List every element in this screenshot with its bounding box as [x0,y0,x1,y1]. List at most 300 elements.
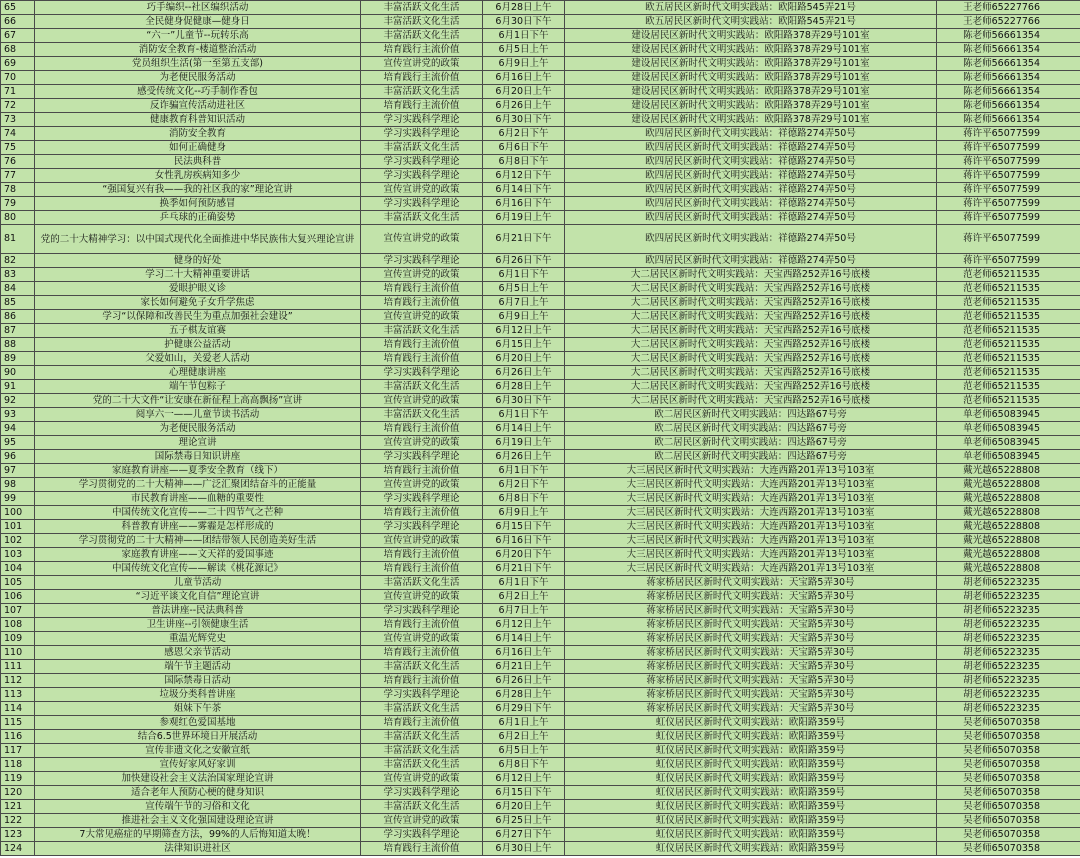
activity-name: “强国复兴有我——我的社区我的家”理论宣讲 [35,183,361,197]
activity-category: 丰富活跃文化生活 [361,576,483,590]
activity-name: 党员组织生活(第一至第五支部) [35,57,361,71]
table-row [1,548,1080,562]
activity-time: 6月20日上午 [483,800,565,814]
contact-person: 范老师65211535 [937,324,1080,338]
contact-person: 单老师65083945 [937,422,1080,436]
activity-name: 党的二十大文件“让安康在新征程上高高飘扬”宣讲 [35,394,361,408]
activity-category: 培育践行主流价值 [361,464,483,478]
row-number: 114 [1,702,35,716]
contact-person: 蒋许平65077599 [937,183,1080,197]
activity-time: 6月26日上午 [483,99,565,113]
activity-time: 6月25日上午 [483,814,565,828]
activity-name: 感恩父亲节活动 [35,646,361,660]
table-row [1,618,1080,632]
activity-time: 6月1日下午 [483,576,565,590]
contact-person: 蒋许平65077599 [937,254,1080,268]
row-number: 115 [1,716,35,730]
contact-person: 吴老师65070358 [937,758,1080,772]
activity-name: 父爱如山，关爱老人活动 [35,352,361,366]
row-number: 66 [1,15,35,29]
activity-category: 学习实践科学理论 [361,366,483,380]
contact-person: 蒋许平65077599 [937,155,1080,169]
activity-time: 6月26日上午 [483,674,565,688]
row-number: 96 [1,450,35,464]
activity-location: 欧四居民区新时代文明实践站：祥德路274弄50号 [565,183,937,197]
activity-time: 6月14日下午 [483,183,565,197]
activity-category: 宣传宣讲党的政策 [361,394,483,408]
activity-time: 6月8日下午 [483,492,565,506]
table-row [1,254,1080,268]
activity-time: 6月1日下午 [483,268,565,282]
contact-person: 胡老师65223235 [937,646,1080,660]
activity-location: 大三居民区新时代文明实践站：大连西路201弄13号103室 [565,478,937,492]
contact-person: 范老师65211535 [937,338,1080,352]
table-row [1,646,1080,660]
row-number: 77 [1,169,35,183]
activity-location: 建设居民区新时代文明实践站：欧阳路378弄29号101室 [565,99,937,113]
activity-name: 健康教育科普知识活动 [35,113,361,127]
table-row [1,169,1080,183]
activity-category: 宣传宣讲党的政策 [361,814,483,828]
activity-name: 消防安全教育 [35,127,361,141]
row-number: 97 [1,464,35,478]
activity-time: 6月15日上午 [483,338,565,352]
activity-name: 结合6.5世界环境日开展活动 [35,730,361,744]
activity-location: 建设居民区新时代文明实践站：欧阳路378弄29号101室 [565,57,937,71]
activity-time: 6月12日上午 [483,772,565,786]
activity-time: 6月28日上午 [483,688,565,702]
contact-person: 范老师65211535 [937,310,1080,324]
activity-category: 丰富活跃文化生活 [361,29,483,43]
activity-category: 宣传宣讲党的政策 [361,436,483,450]
activity-name: 五子棋友谊赛 [35,324,361,338]
activity-category: 宣传宣讲党的政策 [361,268,483,282]
table-row [1,716,1080,730]
activity-location: 大二居民区新时代文明实践站：天宝西路252弄16号底楼 [565,324,937,338]
activity-time: 6月14日上午 [483,422,565,436]
activity-category: 丰富活跃文化生活 [361,324,483,338]
contact-person: 戴光越65228808 [937,506,1080,520]
contact-person: 戴光越65228808 [937,520,1080,534]
row-number: 95 [1,436,35,450]
table-row [1,422,1080,436]
activity-time: 6月5日上午 [483,43,565,57]
activity-name: 反诈骗宣传活动进社区 [35,99,361,113]
activity-time: 6月6日下午 [483,141,565,155]
activity-category: 宣传宣讲党的政策 [361,310,483,324]
contact-person: 胡老师65223235 [937,660,1080,674]
activity-name: 国际禁毒日知识讲座 [35,450,361,464]
activity-time: 6月21日下午 [483,225,565,254]
activity-name: 乒乓球的正确姿势 [35,211,361,225]
activity-time: 6月19日上午 [483,211,565,225]
contact-person: 戴光越65228808 [937,548,1080,562]
activity-category: 学习实践科学理论 [361,786,483,800]
row-number: 109 [1,632,35,646]
activity-time: 6月16日下午 [483,534,565,548]
activity-category: 培育践行主流价值 [361,716,483,730]
activity-location: 虹仪居民区新时代文明实践站：欧阳路359号 [565,730,937,744]
activity-category: 培育践行主流价值 [361,282,483,296]
table-row [1,492,1080,506]
activity-category: 宣传宣讲党的政策 [361,57,483,71]
row-number: 87 [1,324,35,338]
activity-location: 大二居民区新时代文明实践站：天宝西路252弄16号底楼 [565,352,937,366]
row-number: 107 [1,604,35,618]
activity-time: 6月30日下午 [483,394,565,408]
activity-category: 丰富活跃文化生活 [361,744,483,758]
activity-time: 6月9日上午 [483,310,565,324]
activity-category: 学习实践科学理论 [361,113,483,127]
activity-time: 6月26日上午 [483,450,565,464]
activity-time: 6月12日上午 [483,618,565,632]
contact-person: 胡老师65223235 [937,590,1080,604]
row-number: 117 [1,744,35,758]
table-row [1,113,1080,127]
activity-location: 大二居民区新时代文明实践站：天宝西路252弄16号底楼 [565,282,937,296]
table-row [1,99,1080,113]
row-number: 110 [1,646,35,660]
table-row [1,632,1080,646]
activity-name: 儿童节活动 [35,576,361,590]
activity-name: 重温光辉党史 [35,632,361,646]
row-number: 122 [1,814,35,828]
activity-location: 虹仪居民区新时代文明实践站：欧阳路359号 [565,842,937,856]
contact-person: 陈老师56661354 [937,57,1080,71]
activity-category: 培育践行主流价值 [361,43,483,57]
activity-location: 虹仪居民区新时代文明实践站：欧阳路359号 [565,716,937,730]
activity-location: 大二居民区新时代文明实践站：天宝西路252弄16号底楼 [565,296,937,310]
row-number: 105 [1,576,35,590]
activity-name: 科普教育讲座——雾霾是怎样形成的 [35,520,361,534]
contact-person: 戴光越65228808 [937,534,1080,548]
contact-person: 吴老师65070358 [937,730,1080,744]
activity-name: 消防安全教育-楼道整治活动 [35,43,361,57]
activity-location: 蒋家桥居民区新时代文明实践站：天宝路5弄30号 [565,688,937,702]
activity-location: 大三居民区新时代文明实践站：大连西路201弄13号103室 [565,562,937,576]
activity-category: 培育践行主流价值 [361,338,483,352]
contact-person: 胡老师65223235 [937,674,1080,688]
activity-name: 法律知识进社区 [35,842,361,856]
row-number: 86 [1,310,35,324]
table-row [1,674,1080,688]
activity-location: 欧二居民区新时代文明实践站：四达路67号旁 [565,450,937,464]
activity-location: 欧二居民区新时代文明实践站：四达路67号旁 [565,436,937,450]
activity-time: 6月16日上午 [483,646,565,660]
table-row [1,842,1080,856]
activity-time: 6月1日上午 [483,716,565,730]
activity-location: 虹仪居民区新时代文明实践站：欧阳路359号 [565,814,937,828]
activity-location: 大三居民区新时代文明实践站：大连西路201弄13号103室 [565,520,937,534]
activity-location: 虹仪居民区新时代文明实践站：欧阳路359号 [565,800,937,814]
table-row [1,43,1080,57]
activity-name: 党的二十大精神学习：以中国式现代化全面推进中华民族伟大复兴理论宣讲 [35,225,361,254]
activity-time: 6月9日上午 [483,57,565,71]
activity-location: 大三居民区新时代文明实践站：大连西路201弄13号103室 [565,506,937,520]
contact-person: 范老师65211535 [937,366,1080,380]
table-row [1,155,1080,169]
activity-location: 欧五居民区新时代文明实践站：欧阳路545弄21号 [565,15,937,29]
contact-person: 王老师65227766 [937,1,1080,15]
activity-location: 蒋家桥居民区新时代文明实践站：天宝路5弄30号 [565,618,937,632]
activity-category: 培育践行主流价值 [361,618,483,632]
activity-name: 参观红色爱国基地 [35,716,361,730]
row-number: 70 [1,71,35,85]
table-body [1,1,1080,856]
activity-location: 建设居民区新时代文明实践站：欧阳路378弄29号101室 [565,29,937,43]
activity-location: 蒋家桥居民区新时代文明实践站：天宝路5弄30号 [565,604,937,618]
activity-name: 阅享六一——儿童节读书活动 [35,408,361,422]
table-row [1,197,1080,211]
activity-name: “六一”儿童节--玩转乐高 [35,29,361,43]
activity-name: 护健康公益活动 [35,338,361,352]
row-number: 73 [1,113,35,127]
activity-location: 大三居民区新时代文明实践站：大连西路201弄13号103室 [565,534,937,548]
activity-location: 大二居民区新时代文明实践站：天宝西路252弄16号底楼 [565,394,937,408]
activity-time: 6月12日上午 [483,324,565,338]
activity-location: 蒋家桥居民区新时代文明实践站：天宝路5弄30号 [565,590,937,604]
activity-time: 6月2日下午 [483,127,565,141]
activity-location: 蒋家桥居民区新时代文明实践站：天宝路5弄30号 [565,660,937,674]
contact-person: 吴老师65070358 [937,814,1080,828]
activity-location: 欧四居民区新时代文明实践站：祥德路274弄50号 [565,155,937,169]
activity-location: 欧四居民区新时代文明实践站：祥德路274弄50号 [565,211,937,225]
activity-time: 6月20日上午 [483,352,565,366]
table-row [1,660,1080,674]
activity-time: 6月21日下午 [483,562,565,576]
activity-category: 丰富活跃文化生活 [361,141,483,155]
activity-time: 6月15日下午 [483,520,565,534]
activity-time: 6月7日上午 [483,604,565,618]
contact-person: 单老师65083945 [937,450,1080,464]
activity-category: 培育践行主流价值 [361,422,483,436]
table-row [1,127,1080,141]
table-row [1,211,1080,225]
activity-time: 6月27日下午 [483,828,565,842]
row-number: 68 [1,43,35,57]
activity-category: 学习实践科学理论 [361,169,483,183]
contact-person: 胡老师65223235 [937,604,1080,618]
activity-time: 6月2日上午 [483,730,565,744]
activity-name: 宣传端午节的习俗和文化 [35,800,361,814]
activity-category: 宣传宣讲党的政策 [361,534,483,548]
contact-person: 范老师65211535 [937,352,1080,366]
contact-person: 戴光越65228808 [937,492,1080,506]
activity-name: 家庭教育讲座——文天祥的爱国事迹 [35,548,361,562]
table-row [1,366,1080,380]
row-number: 82 [1,254,35,268]
activity-time: 6月26日上午 [483,366,565,380]
activity-name: 如何正确健身 [35,141,361,155]
contact-person: 陈老师56661354 [937,99,1080,113]
table-row [1,296,1080,310]
activity-location: 建设居民区新时代文明实践站：欧阳路378弄29号101室 [565,43,937,57]
activity-time: 6月2日上午 [483,590,565,604]
activity-category: 学习实践科学理论 [361,254,483,268]
row-number: 118 [1,758,35,772]
table-row [1,436,1080,450]
contact-person: 戴光越65228808 [937,464,1080,478]
table-row [1,1,1080,15]
activity-name: 心理健康讲座 [35,366,361,380]
table-row [1,828,1080,842]
activity-name: 端午节包粽子 [35,380,361,394]
row-number: 91 [1,380,35,394]
contact-person: 吴老师65070358 [937,786,1080,800]
row-number: 76 [1,155,35,169]
activity-category: 培育践行主流价值 [361,548,483,562]
row-number: 123 [1,828,35,842]
activity-time: 6月30日下午 [483,113,565,127]
table-row [1,506,1080,520]
table-row [1,464,1080,478]
activity-location: 建设居民区新时代文明实践站：欧阳路378弄29号101室 [565,113,937,127]
table-row [1,394,1080,408]
activity-name: 健身的好处 [35,254,361,268]
table-row [1,800,1080,814]
activity-time: 6月1日下午 [483,408,565,422]
activity-category: 丰富活跃文化生活 [361,211,483,225]
contact-person: 陈老师56661354 [937,85,1080,99]
activity-location: 欧四居民区新时代文明实践站：祥德路274弄50号 [565,225,937,254]
table-row [1,352,1080,366]
row-number: 113 [1,688,35,702]
activity-time: 6月15日下午 [483,786,565,800]
activity-time: 6月5日上午 [483,282,565,296]
activity-name: 中国传统文化宣传——二十四节气之芒种 [35,506,361,520]
activity-time: 6月14日上午 [483,632,565,646]
row-number: 100 [1,506,35,520]
activity-location: 大二居民区新时代文明实践站：天宝西路252弄16号底楼 [565,310,937,324]
contact-person: 吴老师65070358 [937,842,1080,856]
table-row [1,338,1080,352]
contact-person: 蒋许平65077599 [937,141,1080,155]
table-row [1,520,1080,534]
activity-category: 学习实践科学理论 [361,127,483,141]
table-row [1,758,1080,772]
row-number: 92 [1,394,35,408]
row-number: 84 [1,282,35,296]
activity-time: 6月16日下午 [483,197,565,211]
row-number: 79 [1,197,35,211]
activity-category: 宣传宣讲党的政策 [361,590,483,604]
activity-category: 丰富活跃文化生活 [361,660,483,674]
row-number: 101 [1,520,35,534]
activity-category: 培育践行主流价值 [361,352,483,366]
activity-location: 蒋家桥居民区新时代文明实践站：天宝路5弄30号 [565,646,937,660]
table-row [1,282,1080,296]
activity-time: 6月7日上午 [483,296,565,310]
activity-location: 大二居民区新时代文明实践站：天宝西路252弄16号底楼 [565,268,937,282]
activity-name: 理论宣讲 [35,436,361,450]
activity-name: 女性乳房疾病知多少 [35,169,361,183]
activity-time: 6月5日上午 [483,744,565,758]
activity-location: 虹仪居民区新时代文明实践站：欧阳路359号 [565,828,937,842]
activity-category: 丰富活跃文化生活 [361,408,483,422]
activity-category: 宣传宣讲党的政策 [361,772,483,786]
row-number: 98 [1,478,35,492]
contact-person: 范老师65211535 [937,394,1080,408]
contact-person: 胡老师65223235 [937,618,1080,632]
activity-location: 虹仪居民区新时代文明实践站：欧阳路359号 [565,786,937,800]
table-row [1,772,1080,786]
activity-location: 欧二居民区新时代文明实践站：四达路67号旁 [565,422,937,436]
table-row [1,478,1080,492]
contact-person: 吴老师65070358 [937,744,1080,758]
activity-category: 学习实践科学理论 [361,688,483,702]
activity-name: 学习“以保障和改善民生为重点加强社会建设” [35,310,361,324]
table-row [1,450,1080,464]
row-number: 89 [1,352,35,366]
activity-category: 培育践行主流价值 [361,842,483,856]
table-row [1,141,1080,155]
row-number: 74 [1,127,35,141]
activity-time: 6月12日下午 [483,169,565,183]
contact-person: 胡老师65223235 [937,702,1080,716]
activity-time: 6月8日下午 [483,758,565,772]
activity-time: 6月8日下午 [483,155,565,169]
table-row [1,814,1080,828]
activity-name: 中国传统文化宣传——解读《桃花源记》 [35,562,361,576]
activity-name: 家长如何避免子女升学焦虑 [35,296,361,310]
row-number: 78 [1,183,35,197]
activity-location: 大二居民区新时代文明实践站：天宝西路252弄16号底楼 [565,380,937,394]
activity-name: 为老便民服务活动 [35,71,361,85]
row-number: 111 [1,660,35,674]
activity-category: 宣传宣讲党的政策 [361,632,483,646]
activity-category: 学习实践科学理论 [361,604,483,618]
activity-category: 丰富活跃文化生活 [361,800,483,814]
row-number: 90 [1,366,35,380]
activity-name: 适合老年人预防心梗的健身知识 [35,786,361,800]
activity-category: 宣传宣讲党的政策 [361,183,483,197]
row-number: 93 [1,408,35,422]
activity-category: 培育践行主流价值 [361,646,483,660]
activity-name: 全民健身促健康—健身日 [35,15,361,29]
activity-name: 巧手编织--社区编织活动 [35,1,361,15]
contact-person: 陈老师56661354 [937,71,1080,85]
activity-time: 6月16日上午 [483,71,565,85]
activity-name: 学习贯彻党的二十大精神——团结带领人民创造美好生活 [35,534,361,548]
activity-category: 学习实践科学理论 [361,155,483,169]
table-row [1,408,1080,422]
activity-name: 国际禁毒日活动 [35,674,361,688]
table-row [1,29,1080,43]
activity-name: 学习贯彻党的二十大精神——广泛汇聚团结奋斗的正能量 [35,478,361,492]
activity-name: 卫生讲座--引领健康生活 [35,618,361,632]
activity-location: 欧二居民区新时代文明实践站：四达路67号旁 [565,408,937,422]
activity-category: 宣传宣讲党的政策 [361,478,483,492]
activity-name: 宣传好家风好家训 [35,758,361,772]
row-number: 67 [1,29,35,43]
activity-location: 大三居民区新时代文明实践站：大连西路201弄13号103室 [565,548,937,562]
activity-time: 6月26日下午 [483,254,565,268]
contact-person: 蒋许平65077599 [937,225,1080,254]
table-row [1,85,1080,99]
table-row [1,71,1080,85]
contact-person: 单老师65083945 [937,408,1080,422]
activity-name: 家庭教育讲座——夏季安全教育（线下） [35,464,361,478]
activity-time: 6月30日上午 [483,842,565,856]
activity-location: 蒋家桥居民区新时代文明实践站：天宝路5弄30号 [565,702,937,716]
table-row [1,590,1080,604]
activity-time: 6月20日下午 [483,548,565,562]
table-row [1,57,1080,71]
activity-category: 学习实践科学理论 [361,520,483,534]
activity-location: 大三居民区新时代文明实践站：大连西路201弄13号103室 [565,492,937,506]
contact-person: 吴老师65070358 [937,800,1080,814]
contact-person: 吴老师65070358 [937,828,1080,842]
